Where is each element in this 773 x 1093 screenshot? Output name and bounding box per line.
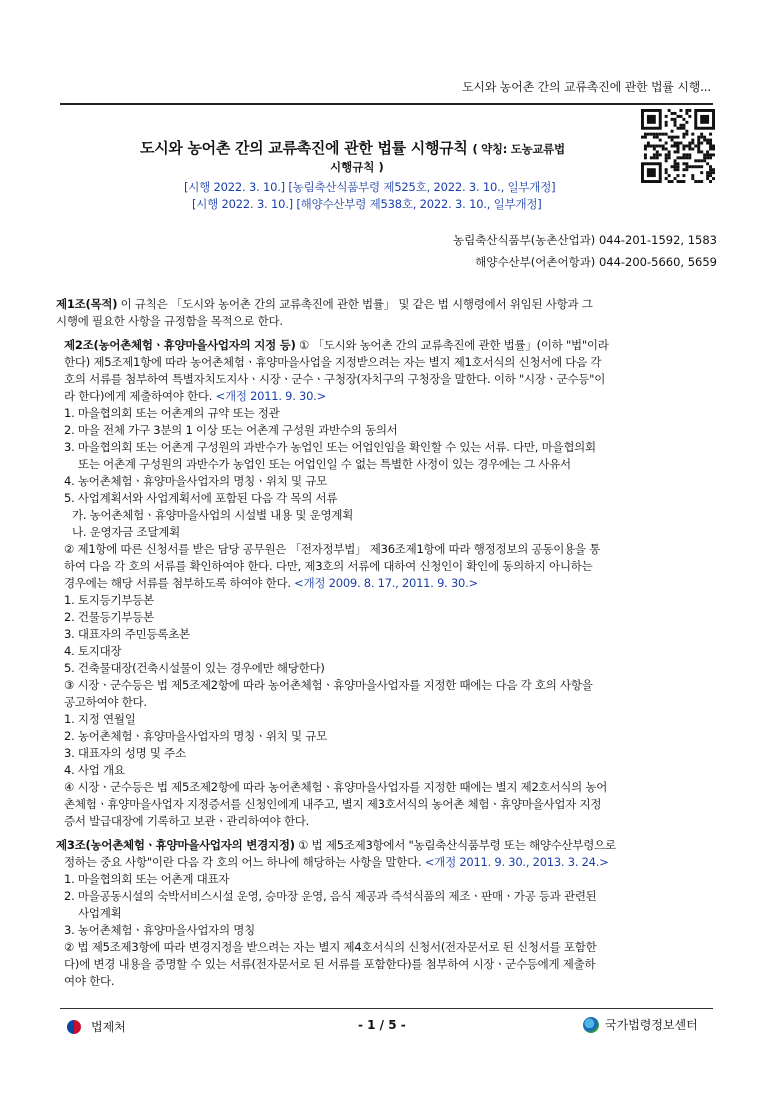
body-line (56, 905, 720, 922)
body-line (56, 575, 720, 592)
body-text: 또는 어촌계 구성원의 과반수가 농업인 또는 어업인일 수 없는 특별한 사정이 있는 경우에는 그 사유서 (78, 457, 571, 471)
body-line (56, 813, 720, 830)
body-line (56, 694, 720, 711)
body-line (56, 354, 720, 371)
body-text: 한다) 제5조제1항에 따라 농어촌체험ㆍ휴양마을사업을 지정받으려는 자는 별지 제1호서식의 신청서에 다음 각 (64, 355, 602, 369)
title-main: 도시와 농어촌 간의 교류촉진에 관한 법률 시행규칙 (140, 139, 468, 157)
body-text: 3. 농어촌체험ㆍ휴양마을사업자의 명칭 (64, 923, 256, 937)
body-text: 나. 운영자금 조달계획 (72, 525, 180, 539)
footer-org: 법제처 (91, 1020, 126, 1034)
body-text: 4. 사업 개요 (64, 763, 125, 777)
revision-note-ocean: [시행 2022. 3. 10.] [해양수산부령 제538호, 2022. 3. 10., 일부개정] (192, 197, 542, 211)
body-text: 시행에 필요한 사항을 규정함을 목적으로 한다. (56, 314, 283, 328)
body-line (56, 388, 720, 405)
body-line (56, 439, 720, 456)
body-line (56, 677, 720, 694)
body-line (56, 371, 720, 388)
footer-center-name: 국가법령정보센터 (605, 1018, 698, 1032)
body-text: 1. 마을협의회 또는 어촌계 대표자 (64, 872, 230, 886)
body-text: 2. 마을공동시설의 숙박서비스시설 운영, 승마장 운영, 음식 제공과 즉석식품의 제조ㆍ판매ㆍ가공 등과 관련된 (64, 889, 597, 903)
body-line (56, 626, 720, 643)
body-text: 3. 대표자의 주민등록초본 (64, 627, 190, 641)
article-heading-line (56, 296, 720, 313)
body-line (56, 592, 720, 609)
body-text: 증서 발급대장에 기록하고 보관ㆍ관리하여야 한다. (64, 814, 310, 828)
body-text: 정하는 중요 사항"이란 다음 각 호의 어느 하나에 해당하는 사항을 말한다. (64, 855, 425, 869)
body-text: 이 규칙은 「도시와 농어촌 간의 교류촉진에 관한 법률」 및 같은 법 시행령에서 위임된 사항과 그 (117, 297, 593, 311)
title-continuation: 시행규칙 ) (330, 160, 384, 174)
body-line (56, 779, 720, 796)
body-line (56, 490, 720, 507)
article-heading-line (56, 337, 720, 354)
body-text: 사업계획 (78, 906, 122, 920)
law-center-logo-icon (583, 1017, 599, 1033)
body-line (56, 745, 720, 762)
body-line (56, 422, 720, 439)
body-text: 3. 마을협의회 또는 어촌계 구성원의 과반수가 농업인 또는 어업인임을 확인할 수 있는 서류. 다만, 마을협의회 (64, 440, 596, 454)
body-text: 3. 대표자의 성명 및 주소 (64, 746, 186, 760)
body-line (56, 609, 720, 626)
body-text: 라 한다)에게 제출하여야 한다. (64, 389, 216, 403)
body-text: ③ 시장ㆍ군수등은 법 제5조제2항에 따라 농어촌체험ㆍ휴양마을사업자를 지정한 때에는 다음 각 호의 사항을 (64, 678, 593, 692)
body-line (56, 507, 720, 524)
body-text: 4. 토지대장 (64, 644, 122, 658)
body-text: 촌체험ㆍ휴양마을사업자 지정증서를 신청인에게 내주고, 별지 제3호서식의 농어촌 체험ㆍ휴양마을사업자 지정 (64, 797, 602, 811)
body-line (56, 888, 720, 905)
header-divider (60, 103, 713, 105)
body-text: 가. 농어촌체험ㆍ휴양마을사업의 시설별 내용 및 운영계획 (72, 508, 354, 522)
body-line (56, 796, 720, 813)
taegeuk-emblem-icon (67, 1020, 81, 1034)
law-body (56, 296, 720, 990)
body-text: 2. 건물등기부등본 (64, 610, 154, 624)
contact-ocean: 해양수산부(어촌어항과) 044-200-5660, 5659 (475, 255, 717, 269)
body-text: 5. 사업계획서와 사업계획서에 포함된 다음 각 목의 서류 (64, 491, 338, 505)
body-line (56, 956, 720, 973)
body-text: 2. 마을 전체 가구 3분의 1 이상 또는 어촌계 구성원 과반수의 동의서 (64, 423, 398, 437)
body-text: ① 「도시와 농어촌 간의 교류촉진에 관한 법률」(이하 "법"이라 (295, 338, 609, 352)
body-text: ② 제1항에 따른 신청서를 받은 담당 공무원은 「전자정부법」 제36조제1항에 따라 행정정보의 공동이용을 통 (64, 542, 601, 556)
body-line (56, 313, 720, 330)
running-header: 도시와 농어촌 간의 교류촉진에 관한 법률 시행... (462, 80, 711, 94)
body-line (56, 939, 720, 956)
title-abbr: ( 약칭: 도농교류법 (472, 142, 565, 156)
body-text: 하여 다음 각 호의 서류를 확인하여야 한다. 다만, 제3호의 서류에 대하여 신청인이 확인에 동의하지 아니하는 (64, 559, 593, 573)
body-text: 여야 한다. (64, 974, 115, 988)
qr-code[interactable] (641, 109, 715, 183)
page-number: - 1 / 5 - (358, 1018, 406, 1032)
footer-right (583, 1016, 698, 1033)
body-line (56, 558, 720, 575)
body-text: 경우에는 해당 서류를 첨부하도록 하여야 한다. (64, 576, 295, 590)
article-heading[interactable]: 제1조(목적) (56, 297, 118, 311)
contact-agri: 농림축산식품부(농촌산업과) 044-201-1592, 1583 (453, 233, 717, 247)
body-text: ② 법 제5조제3항에 따라 변경지정을 받으려는 자는 별지 제4호서식의 신청서(전자문서로 된 신청서를 포함한 (64, 940, 597, 954)
amendment-note: <개정 2009. 8. 17., 2011. 9. 30.> (294, 576, 478, 590)
body-text: 호의 서류를 첨부하여 특별자치도지사ㆍ시장ㆍ군수ㆍ구청장(자치구의 구청장을 말한다. 이하 "시장ㆍ군수등"이 (64, 372, 606, 386)
amendment-note: <개정 2011. 9. 30.> (215, 389, 326, 403)
body-line (56, 871, 720, 888)
body-line (56, 854, 720, 871)
body-line (56, 456, 720, 473)
body-text: ④ 시장ㆍ군수등은 법 제5조제2항에 따라 농어촌체험ㆍ휴양마을사업자를 지정한 때에는 별지 제2호서식의 농어 (64, 780, 608, 794)
amendment-note: <개정 2011. 9. 30., 2013. 3. 24.> (424, 855, 609, 869)
body-text: 1. 토지등기부등본 (64, 593, 154, 607)
body-text: 공고하여야 한다. (64, 695, 147, 709)
body-line (56, 660, 720, 677)
article-heading-line (56, 837, 720, 854)
body-line (56, 922, 720, 939)
article-heading[interactable]: 제3조(농어촌체험ㆍ휴양마을사업자의 변경지정) (56, 838, 295, 852)
body-text: 5. 건축물대장(건축시설물이 있는 경우에만 해당한다) (64, 661, 325, 675)
body-line (56, 524, 720, 541)
article-heading[interactable]: 제2조(농어촌체험ㆍ휴양마을사업자의 지정 등) (64, 338, 296, 352)
body-line (56, 711, 720, 728)
body-text: 4. 농어촌체험ㆍ휴양마을사업자의 명칭ㆍ위치 및 규모 (64, 474, 327, 488)
body-text: ① 법 제5조제3항에서 "농림축산식품부령 또는 해양수산부령으로 (294, 838, 616, 852)
revision-note-agri: [시행 2022. 3. 10.] [농림축산식품부령 제525호, 2022. 3. 10., 일부개정] (184, 180, 556, 194)
body-text: 1. 마을협의회 또는 어촌계의 규약 또는 정관 (64, 406, 280, 420)
body-line (56, 541, 720, 558)
body-line (56, 728, 720, 745)
footer-divider (60, 1008, 713, 1009)
body-line (56, 973, 720, 990)
body-text: 1. 지정 연월일 (64, 712, 136, 726)
body-line (56, 643, 720, 660)
document-title (140, 137, 565, 158)
body-text: 다)에 변경 내용을 증명할 수 있는 서류(전자문서로 된 서류를 포함한다)를 첨부하여 시장ㆍ군수등에게 제출하 (64, 957, 596, 971)
body-line (56, 405, 720, 422)
body-text: 2. 농어촌체험ㆍ휴양마을사업자의 명칭ㆍ위치 및 규모 (64, 729, 327, 743)
body-line (56, 762, 720, 779)
footer-left (67, 1018, 126, 1035)
body-line (56, 473, 720, 490)
